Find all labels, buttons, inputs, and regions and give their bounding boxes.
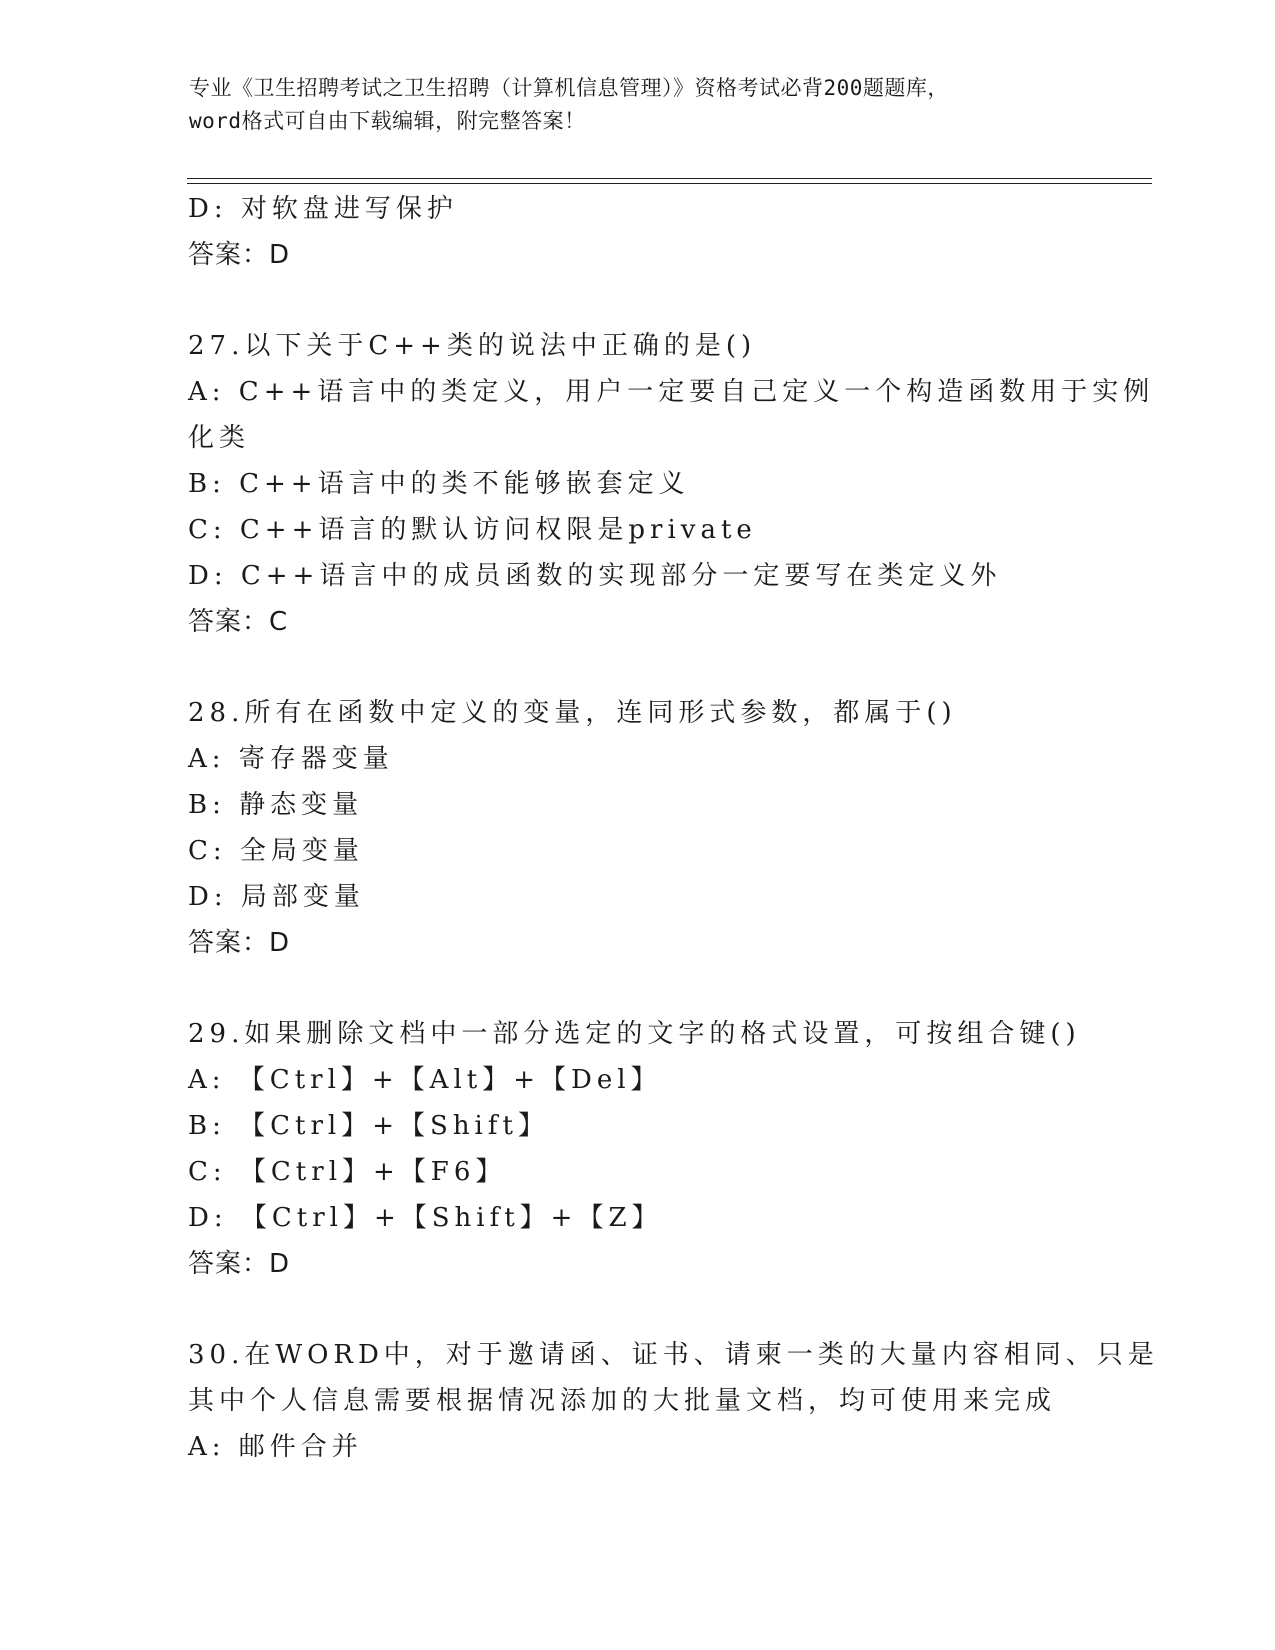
option-line: D: 【Ctrl】+【Shift】+【Z】: [188, 1203, 663, 1233]
question-stem: 27.以下关于C++类的说法中正确的是(): [188, 331, 757, 361]
option-line: B: C++语言中的类不能够嵌套定义: [188, 469, 690, 499]
option-line: B: 静态变量: [188, 790, 364, 820]
answer-line: 答案：D: [188, 928, 291, 958]
question-stem: 29.如果删除文档中一部分选定的文字的格式设置，可按组合键(): [188, 1019, 1081, 1049]
block-spacer: [188, 966, 1088, 1011]
answer-line: 答案：C: [188, 607, 289, 637]
option-line: A: 寄存器变量: [188, 744, 394, 774]
block-spacer: [188, 645, 1088, 690]
question-stem-continued: 其中个人信息需要根据情况添加的大批量文档，均可使用来完成: [188, 1386, 1057, 1416]
answer-line: 答案：D: [188, 1249, 291, 1279]
header-divider-bottom: [187, 183, 1152, 184]
option-line: B: 【Ctrl】+【Shift】: [188, 1111, 549, 1141]
option-line: D: 局部变量: [188, 882, 365, 912]
question-block: [188, 1332, 1159, 1470]
question-block: [188, 1011, 1088, 1287]
option-line: C: 【Ctrl】+【F6】: [188, 1157, 507, 1187]
option-line: A: 邮件合并: [188, 1432, 363, 1462]
option-line: D: C++语言中的成员函数的实现部分一定要写在类定义外: [188, 561, 1002, 591]
question-block: [188, 186, 1088, 278]
document-header: [189, 72, 1089, 138]
option-line: C: 全局变量: [188, 836, 364, 866]
option-line: D: 对软盘进写保护: [188, 194, 458, 224]
block-spacer: [188, 278, 1088, 323]
header-divider-top: [187, 178, 1152, 179]
option-line: 化类: [188, 423, 251, 453]
question-stem: 30.在WORD中，对于邀请函、证书、请柬一类的大量内容相同、只是: [188, 1340, 1159, 1370]
option-line: A: C++语言中的类定义，用户一定要自己定义一个构造函数用于实例: [188, 377, 1155, 407]
answer-line: 答案：D: [188, 240, 291, 270]
question-list: [188, 186, 1159, 1470]
block-spacer: [188, 1287, 1088, 1332]
option-line: A: 【Ctrl】+【Alt】+【Del】: [188, 1065, 662, 1095]
header-line-2: word格式可自由下载编辑，附完整答案！: [189, 109, 586, 133]
option-line: C: C++语言的默认访问权限是private: [188, 515, 757, 545]
question-stem: 28.所有在函数中定义的变量，连同形式参数，都属于(): [188, 698, 957, 728]
header-line-1: 专业《卫生招聘考试之卫生招聘（计算机信息管理）》资格考试必背200题题库，: [189, 76, 949, 100]
question-block: [188, 323, 1155, 645]
question-block: [188, 690, 1088, 966]
